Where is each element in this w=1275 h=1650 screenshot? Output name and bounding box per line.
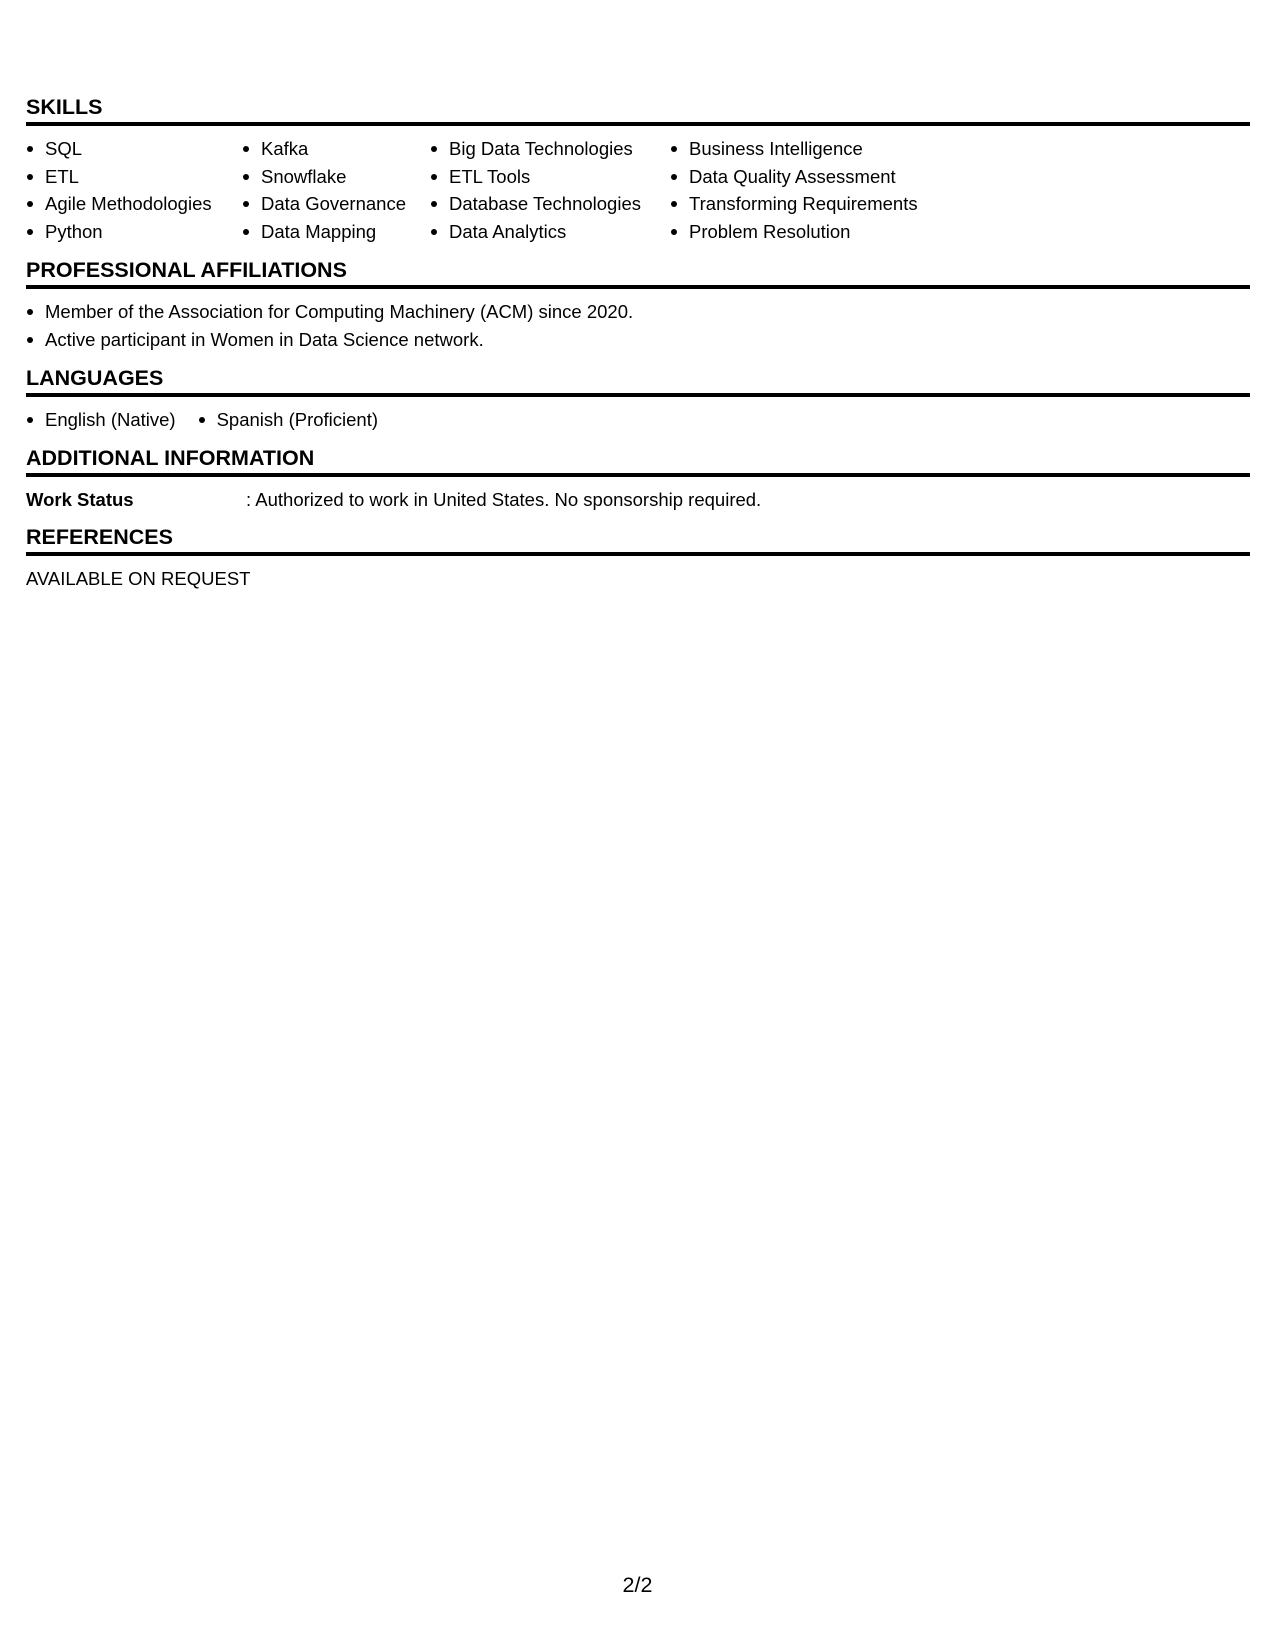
affiliation-item: Member of the Association for Computing Machinery (ACM) since 2020. [26,298,1250,326]
resume-page [26,94,1250,593]
skills-column-1 [26,135,242,245]
skill-item: ETL Tools [430,163,670,191]
page-number: 2/2 [622,1573,653,1597]
skill-item: Data Analytics [430,218,670,246]
skills-section [26,94,1250,245]
skill-item: SQL [26,135,242,163]
section-title-references: REFERENCES [26,524,1250,556]
references-text: AVAILABLE ON REQUEST [26,568,251,589]
skill-item: Agile Methodologies [26,190,242,218]
section-title-languages: LANGUAGES [26,365,1250,397]
language-item: Spanish (Proficient) [198,406,378,434]
skill-item: ETL [26,163,242,191]
skill-item: Kafka [242,135,430,163]
skill-item: Data Quality Assessment [670,163,970,191]
skill-item: Data Mapping [242,218,430,246]
skills-column-4 [670,135,970,245]
affiliation-item: Active participant in Women in Data Science network. [26,326,1250,354]
additional-info-section [26,445,1250,514]
skill-item: Problem Resolution [670,218,970,246]
skill-item: Database Technologies [430,190,670,218]
languages-list [26,406,1250,434]
language-item: English (Native) [26,406,176,434]
skills-column-2 [242,135,430,245]
skills-column-3 [430,135,670,245]
skill-item: Business Intelligence [670,135,970,163]
work-status-value: : Authorized to work in United States. No sponsorship required. [246,488,762,510]
languages-section [26,365,1250,434]
section-title-skills: SKILLS [26,94,1250,126]
affiliations-section [26,257,1250,353]
skill-item: Transforming Requirements [670,190,970,218]
work-status-label: Work Status [26,488,134,510]
skills-grid [26,135,1250,245]
skill-item: Big Data Technologies [430,135,670,163]
skill-item: Snowflake [242,163,430,191]
references-section [26,524,1250,593]
affiliations-list [26,298,1250,353]
skill-item: Data Governance [242,190,430,218]
work-status-row [26,486,1250,514]
section-title-affiliations: PROFESSIONAL AFFILIATIONS [26,257,1250,289]
skill-item: Python [26,218,242,246]
section-title-additional-info: ADDITIONAL INFORMATION [26,445,1250,477]
